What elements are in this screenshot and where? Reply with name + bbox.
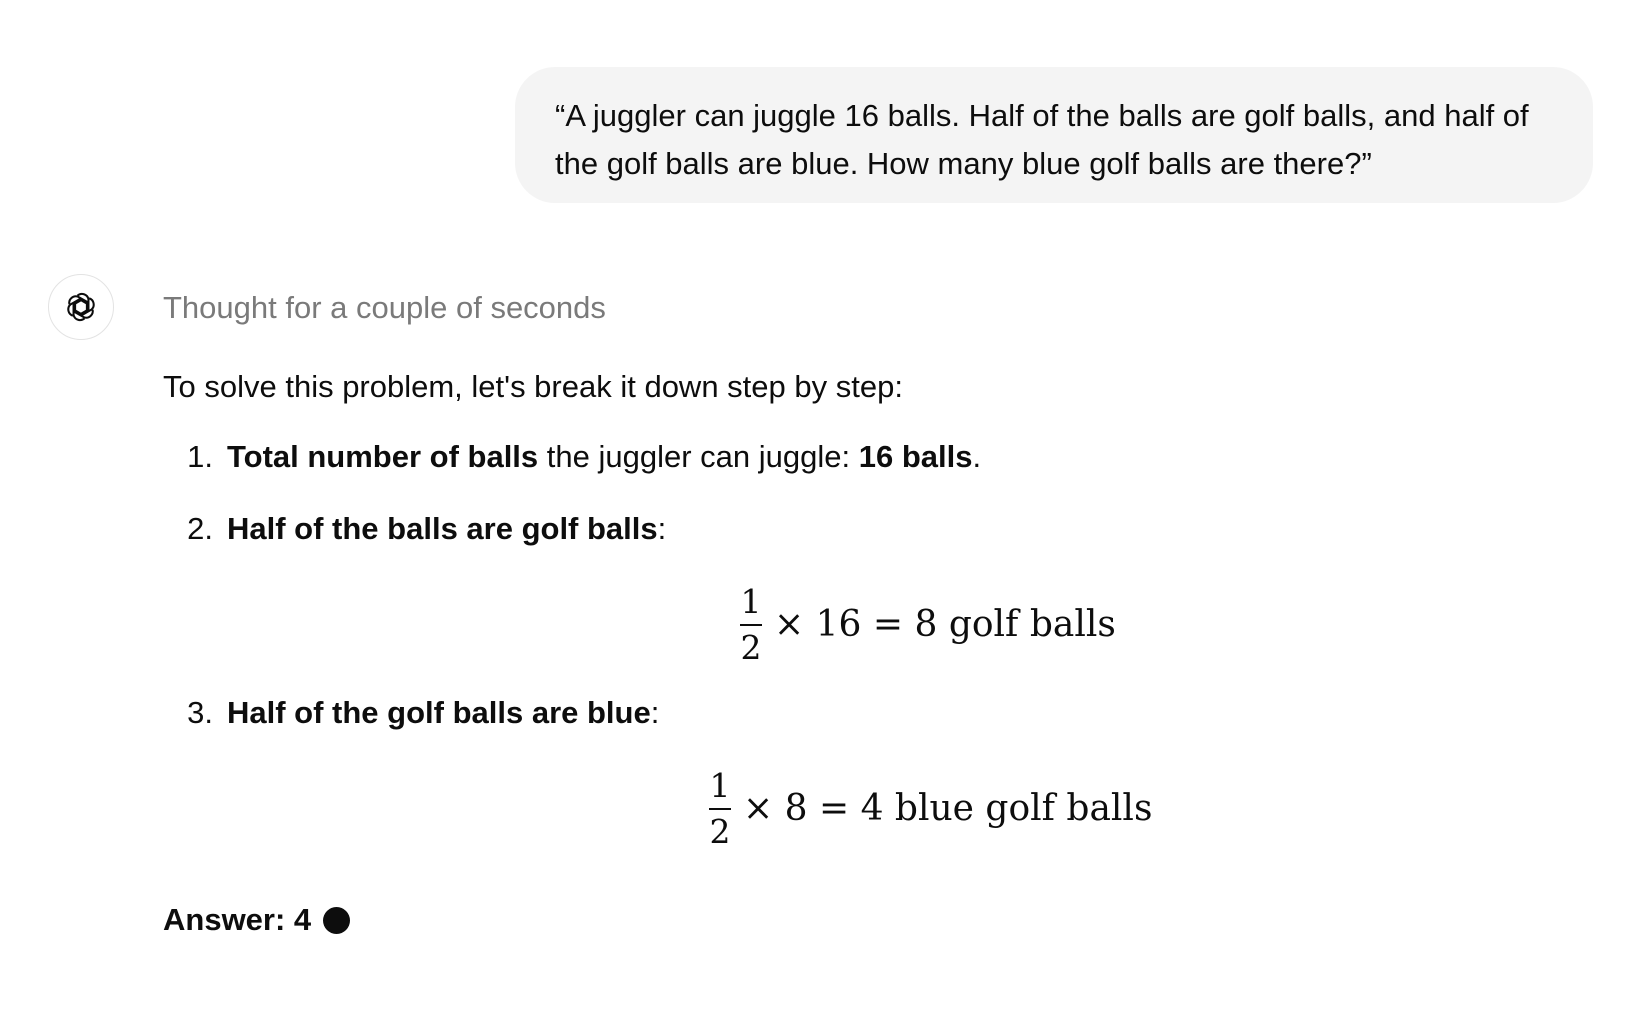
step-2-end: : <box>657 511 667 546</box>
step-1-bold: Total number of balls <box>227 439 539 474</box>
step-2-bold: Half of the balls are golf balls <box>227 511 658 546</box>
fraction-numerator: 1 <box>740 582 762 621</box>
response-intro: To solve this problem, let's break it down step by step: <box>163 369 903 404</box>
fraction-denominator: 2 <box>740 627 762 667</box>
equation-expression: × 16 = 8 golf balls <box>774 604 1116 646</box>
step-3-bold: Half of the golf balls are blue <box>227 695 651 730</box>
step-1-end: . <box>972 439 982 474</box>
thought-duration-toggle[interactable]: Thought for a couple of seconds <box>163 290 606 325</box>
step-3-equation <box>709 767 1152 851</box>
fraction-bar <box>740 624 762 626</box>
fraction <box>740 583 762 667</box>
equation-expression: × 8 = 4 blue golf balls <box>743 788 1153 830</box>
user-message-text: “A juggler can juggle 16 balls. Half of the balls are golf balls, and half of the golf balls are blue. How many blue golf balls are there?” <box>555 98 1529 181</box>
fraction-bar <box>709 808 731 810</box>
fraction <box>709 767 731 851</box>
step-3 <box>163 693 659 733</box>
fraction-numerator: 1 <box>709 766 731 805</box>
answer-text: Answer: 4 <box>163 902 312 937</box>
openai-logo-icon <box>62 288 100 326</box>
step-number: 1. <box>187 439 213 474</box>
step-1 <box>163 437 981 477</box>
user-message-bubble <box>515 67 1593 203</box>
step-3-end: : <box>650 695 660 730</box>
final-answer <box>163 900 350 940</box>
fraction-denominator: 2 <box>709 811 731 851</box>
step-2 <box>163 509 666 549</box>
step-1-text: the juggler can juggle: <box>538 439 859 474</box>
step-number: 2. <box>187 511 213 546</box>
step-2-equation <box>740 583 1116 667</box>
step-number: 3. <box>187 695 213 730</box>
step-1-bold-value: 16 balls <box>858 439 973 474</box>
assistant-avatar <box>48 274 114 340</box>
streaming-cursor-icon <box>323 907 350 934</box>
